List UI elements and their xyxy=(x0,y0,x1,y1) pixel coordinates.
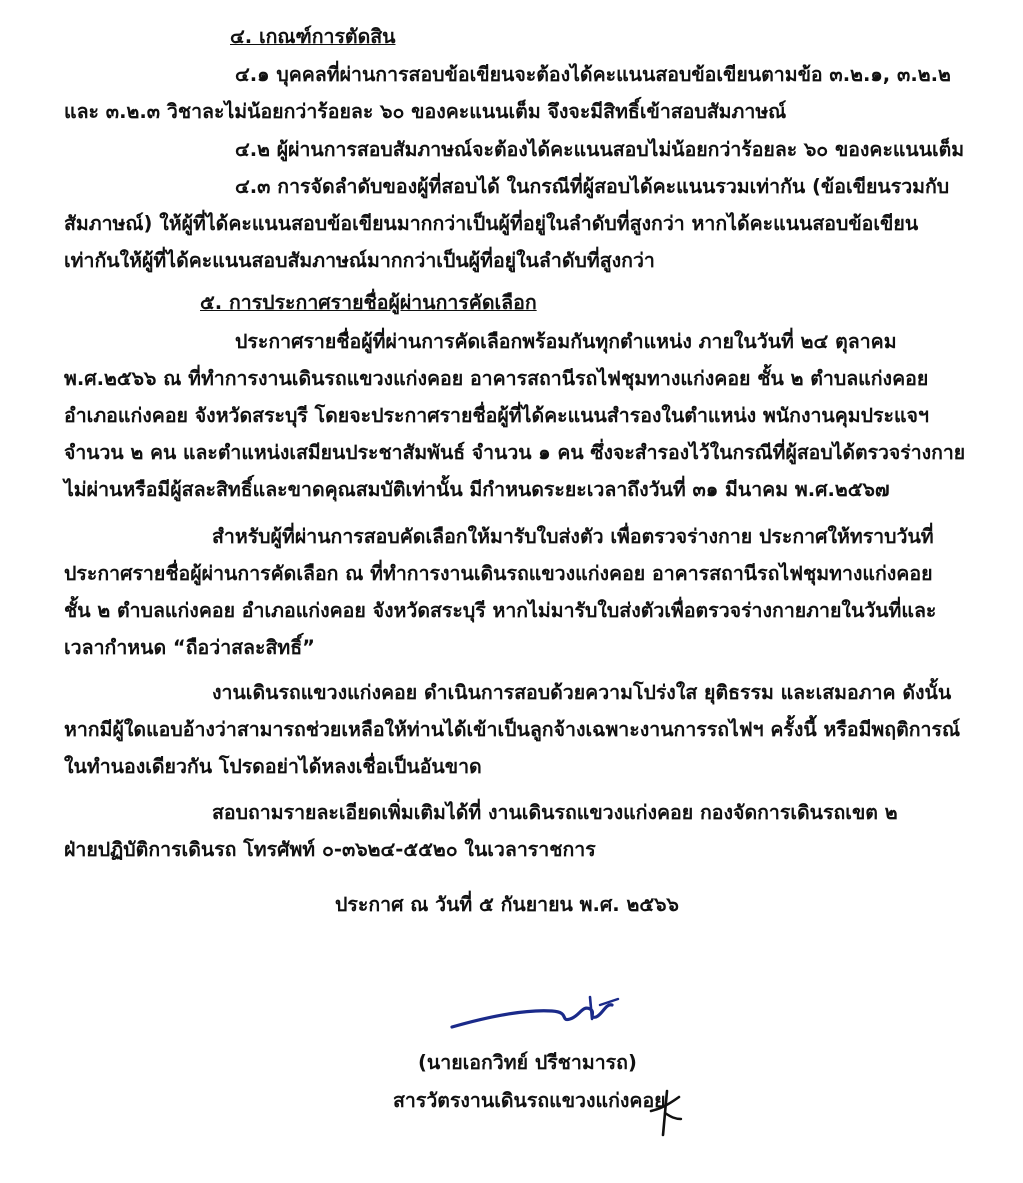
section4-item3-line2: สัมภาษณ์) ให้ผู้ที่ได้คะแนนสอบข้อเขียนมากกว่าเป็นผู้ที่อยู่ในลำดับที่สูงกว่า หากได้คะแนนสอบข้อเขียน xyxy=(64,212,919,235)
para2-line1: สำหรับผู้ที่ผ่านการสอบคัดเลือกให้มารับใบส่งตัว เพื่อตรวจร่างกาย ประกาศให้ทราบวันที่ xyxy=(212,525,934,548)
para2-line4-text: เวลากำหนด xyxy=(64,636,167,659)
section5-para-line3: อำเภอแก่งคอย จังหวัดสระบุรี โดยจะประกาศรายชื่อผู้ที่ได้คะแนนสำรองในตำแหน่ง พนักงานคุมประแจฯ xyxy=(64,404,929,427)
para2-line2: ประกาศรายชื่อผู้ผ่านการคัดเลือก ณ ที่ทำการงานเดินรถแขวงแก่งคอย อาคารสถานีรถไฟชุมทางแก่งคอย xyxy=(64,562,933,585)
section5-para-line1: ประกาศรายชื่อผู้ที่ผ่านการคัดเลือกพร้อมกันทุกตำแหน่ง ภายในวันที่ ๒๔ ตุลาคม xyxy=(235,330,897,353)
para2-line3: ชั้น ๒ ตำบลแก่งคอย อำเภอแก่งคอย จังหวัดสระบุรี หากไม่มารับใบส่งตัวเพื่อตรวจร่างกายภายในวันที่และ xyxy=(64,599,937,622)
forfeit-notice: “ถือว่าสละสิทธิ์” xyxy=(172,636,315,659)
section5-para-line2: พ.ศ.๒๕๖๖ ณ ที่ทำการงานเดินรถแขวงแก่งคอย อาคารสถานีรถไฟชุมทางแก่งคอย ชั้น ๒ ตำบลแก่งคอย xyxy=(64,367,929,390)
para2-line4 xyxy=(64,629,315,666)
para4-line2: ฝ่ายปฏิบัติการเดินรถ โทรศัพท์ ๐-๓๖๒๔-๕๕๒๐ ในเวลาราชการ xyxy=(64,838,596,861)
section4-item3-line1: ๔.๓ การจัดลำดับของผู้ที่สอบได้ ในกรณีที่ผู้สอบได้คะแนนรวมเท่ากัน (ข้อเขียนรวมกับ xyxy=(235,175,950,198)
para3-line1: งานเดินรถแขวงแก่งคอย ดำเนินการสอบด้วยความโปร่งใส ยุติธรรม และเสมอภาค ดังนั้น xyxy=(212,681,952,704)
section4-heading: ๔. เกณฑ์การตัดสิน xyxy=(230,25,396,48)
section4-item1-line2: และ ๓.๒.๓ วิชาละไม่น้อยกว่าร้อยละ ๖๐ ของคะแนนเต็ม จึงจะมีสิทธิ์เข้าสอบสัมภาษณ์ xyxy=(64,100,787,123)
section5-heading: ๕. การประกาศรายชื่อผู้ผ่านการคัดเลือก xyxy=(200,291,537,314)
para3-line2: หากมีผู้ใดแอบอ้างว่าสามารถช่วยเหลือให้ท่านได้เข้าเป็นลูกจ้างเฉพาะงานการรถไฟฯ ครั้งนี้ หรือมีพฤติการณ์ xyxy=(64,718,961,741)
section5-para-line4: จำนวน ๒ คน และตำแหน่งเสมียนประชาสัมพันธ์ จำนวน ๑ คน ซึ่งจะสำรองไว้ในกรณีที่ผู้สอบได้ตรวจร่างกาย xyxy=(64,441,966,464)
section4-item2-line1: ๔.๒ ผู้ผ่านการสอบสัมภาษณ์จะต้องได้คะแนนสอบไม่น้อยกว่าร้อยละ ๖๐ ของคะแนนเต็ม xyxy=(235,138,965,161)
announce-date: ประกาศ ณ วันที่ ๕ กันยายน พ.ศ. ๒๕๖๖ xyxy=(335,893,679,916)
signatory-name: (นายเอกวิทย์ ปรีชามารถ) xyxy=(418,1051,637,1074)
section5-para-line5: ไม่ผ่านหรือมีผู้สละสิทธิ์และขาดคุณสมบัติเท่านั้น มีกำหนดระยะเวลาถึงวันที่ ๓๑ มีนาคม พ.ศ.๒๕๖๗ xyxy=(64,478,890,501)
section4-item3-line3: เท่ากันให้ผู้ที่ได้คะแนนสอบสัมภาษณ์มากกว่าเป็นผู้ที่อยู่ในลำดับที่สูงกว่า xyxy=(64,249,655,272)
section4-item1-line1: ๔.๑ บุคคลที่ผ่านการสอบข้อเขียนจะต้องได้คะแนนสอบข้อเขียนตามข้อ ๓.๒.๑, ๓.๒.๒ xyxy=(235,63,951,86)
signatory-position: สารวัตรงานเดินรถแขวงแก่งคอย xyxy=(393,1089,666,1112)
signature-image xyxy=(440,975,640,1045)
para3-line3: ในทำนองเดียวกัน โปรดอย่าได้หลงเชื่อเป็นอันขาด xyxy=(64,755,482,778)
initial-mark xyxy=(645,1085,685,1140)
para4-line1: สอบถามรายละเอียดเพิ่มเติมได้ที่ งานเดินรถแขวงแก่งคอย กองจัดการเดินรถเขต ๒ xyxy=(212,801,898,824)
